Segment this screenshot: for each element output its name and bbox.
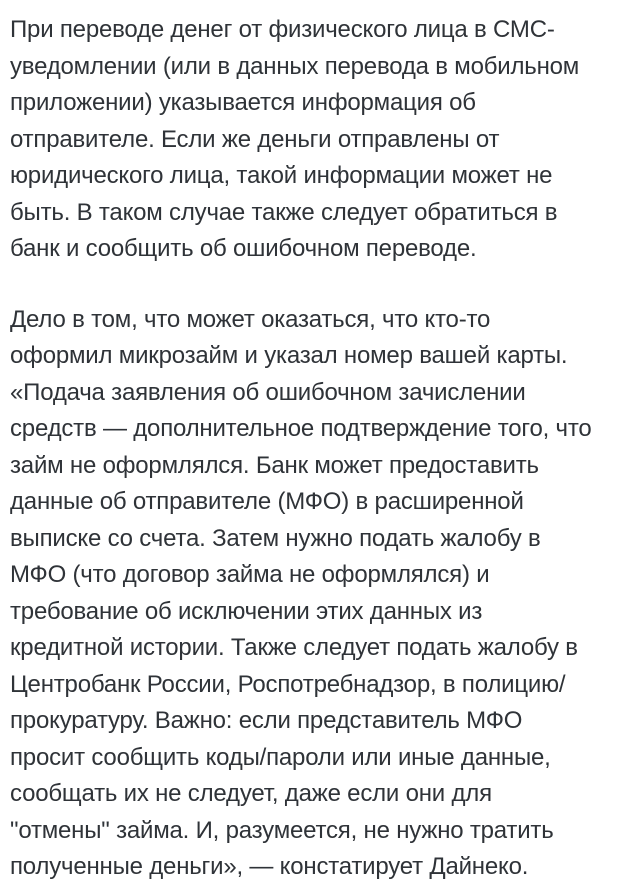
text-line: приложении) указывается информация об bbox=[10, 89, 476, 116]
text-line: выписке со счета. Затем нужно подать жалобу в bbox=[10, 524, 541, 552]
text-line: При переводе денег от физического лица в СМС- bbox=[10, 16, 555, 43]
text-line: "отмены" займа. И, разумеется, не нужно тратить bbox=[10, 816, 554, 844]
text-line: требование об исключении этих данных из bbox=[10, 597, 483, 625]
text-line: сообщать их не следует, даже если они для bbox=[10, 780, 492, 807]
text-line: быть. В таком случае также следует обратиться в bbox=[10, 198, 558, 226]
text-line: займ не оформлялся. Банк может предоставить bbox=[10, 451, 539, 479]
text-line: просит сообщить коды/пароли или иные данные, bbox=[10, 743, 551, 771]
paragraph-1 bbox=[10, 12, 630, 268]
text-line: данные об отправителе (МФО) в расширенной bbox=[10, 488, 524, 515]
text-line: полученные деньги», — констатирует Дайнеко. bbox=[10, 853, 529, 880]
text-line: юридического лица, такой информации может не bbox=[10, 162, 553, 189]
text-line: прокуратуру. Важно: если представитель МФО bbox=[10, 707, 523, 734]
text-line: уведомлении (или в данных перевода в мобильном bbox=[10, 52, 580, 80]
text-line: средств — дополнительное подтверждение того, что bbox=[10, 415, 592, 442]
text-line: банк и сообщить об ошибочном переводе. bbox=[10, 235, 477, 262]
text-line: кредитной истории. Также следует подать жалобу в bbox=[10, 634, 578, 661]
text-line: «Подача заявления об ошибочном зачислении bbox=[10, 378, 526, 406]
text-line: отправителе. Если же деньги отправлены от bbox=[10, 125, 500, 153]
text-line: оформил микрозайм и указал номер вашей карты. bbox=[10, 342, 568, 369]
text-line: МФО (что договор займа не оформлялся) и bbox=[10, 561, 490, 588]
paragraph-2 bbox=[10, 302, 630, 886]
paragraph-gap bbox=[10, 268, 630, 302]
text-line: Центробанк России, Роспотребнадзор, в полицию/ bbox=[10, 670, 566, 698]
article-body bbox=[10, 12, 630, 886]
text-line: Дело в том, что может оказаться, что кто-то bbox=[10, 305, 491, 333]
